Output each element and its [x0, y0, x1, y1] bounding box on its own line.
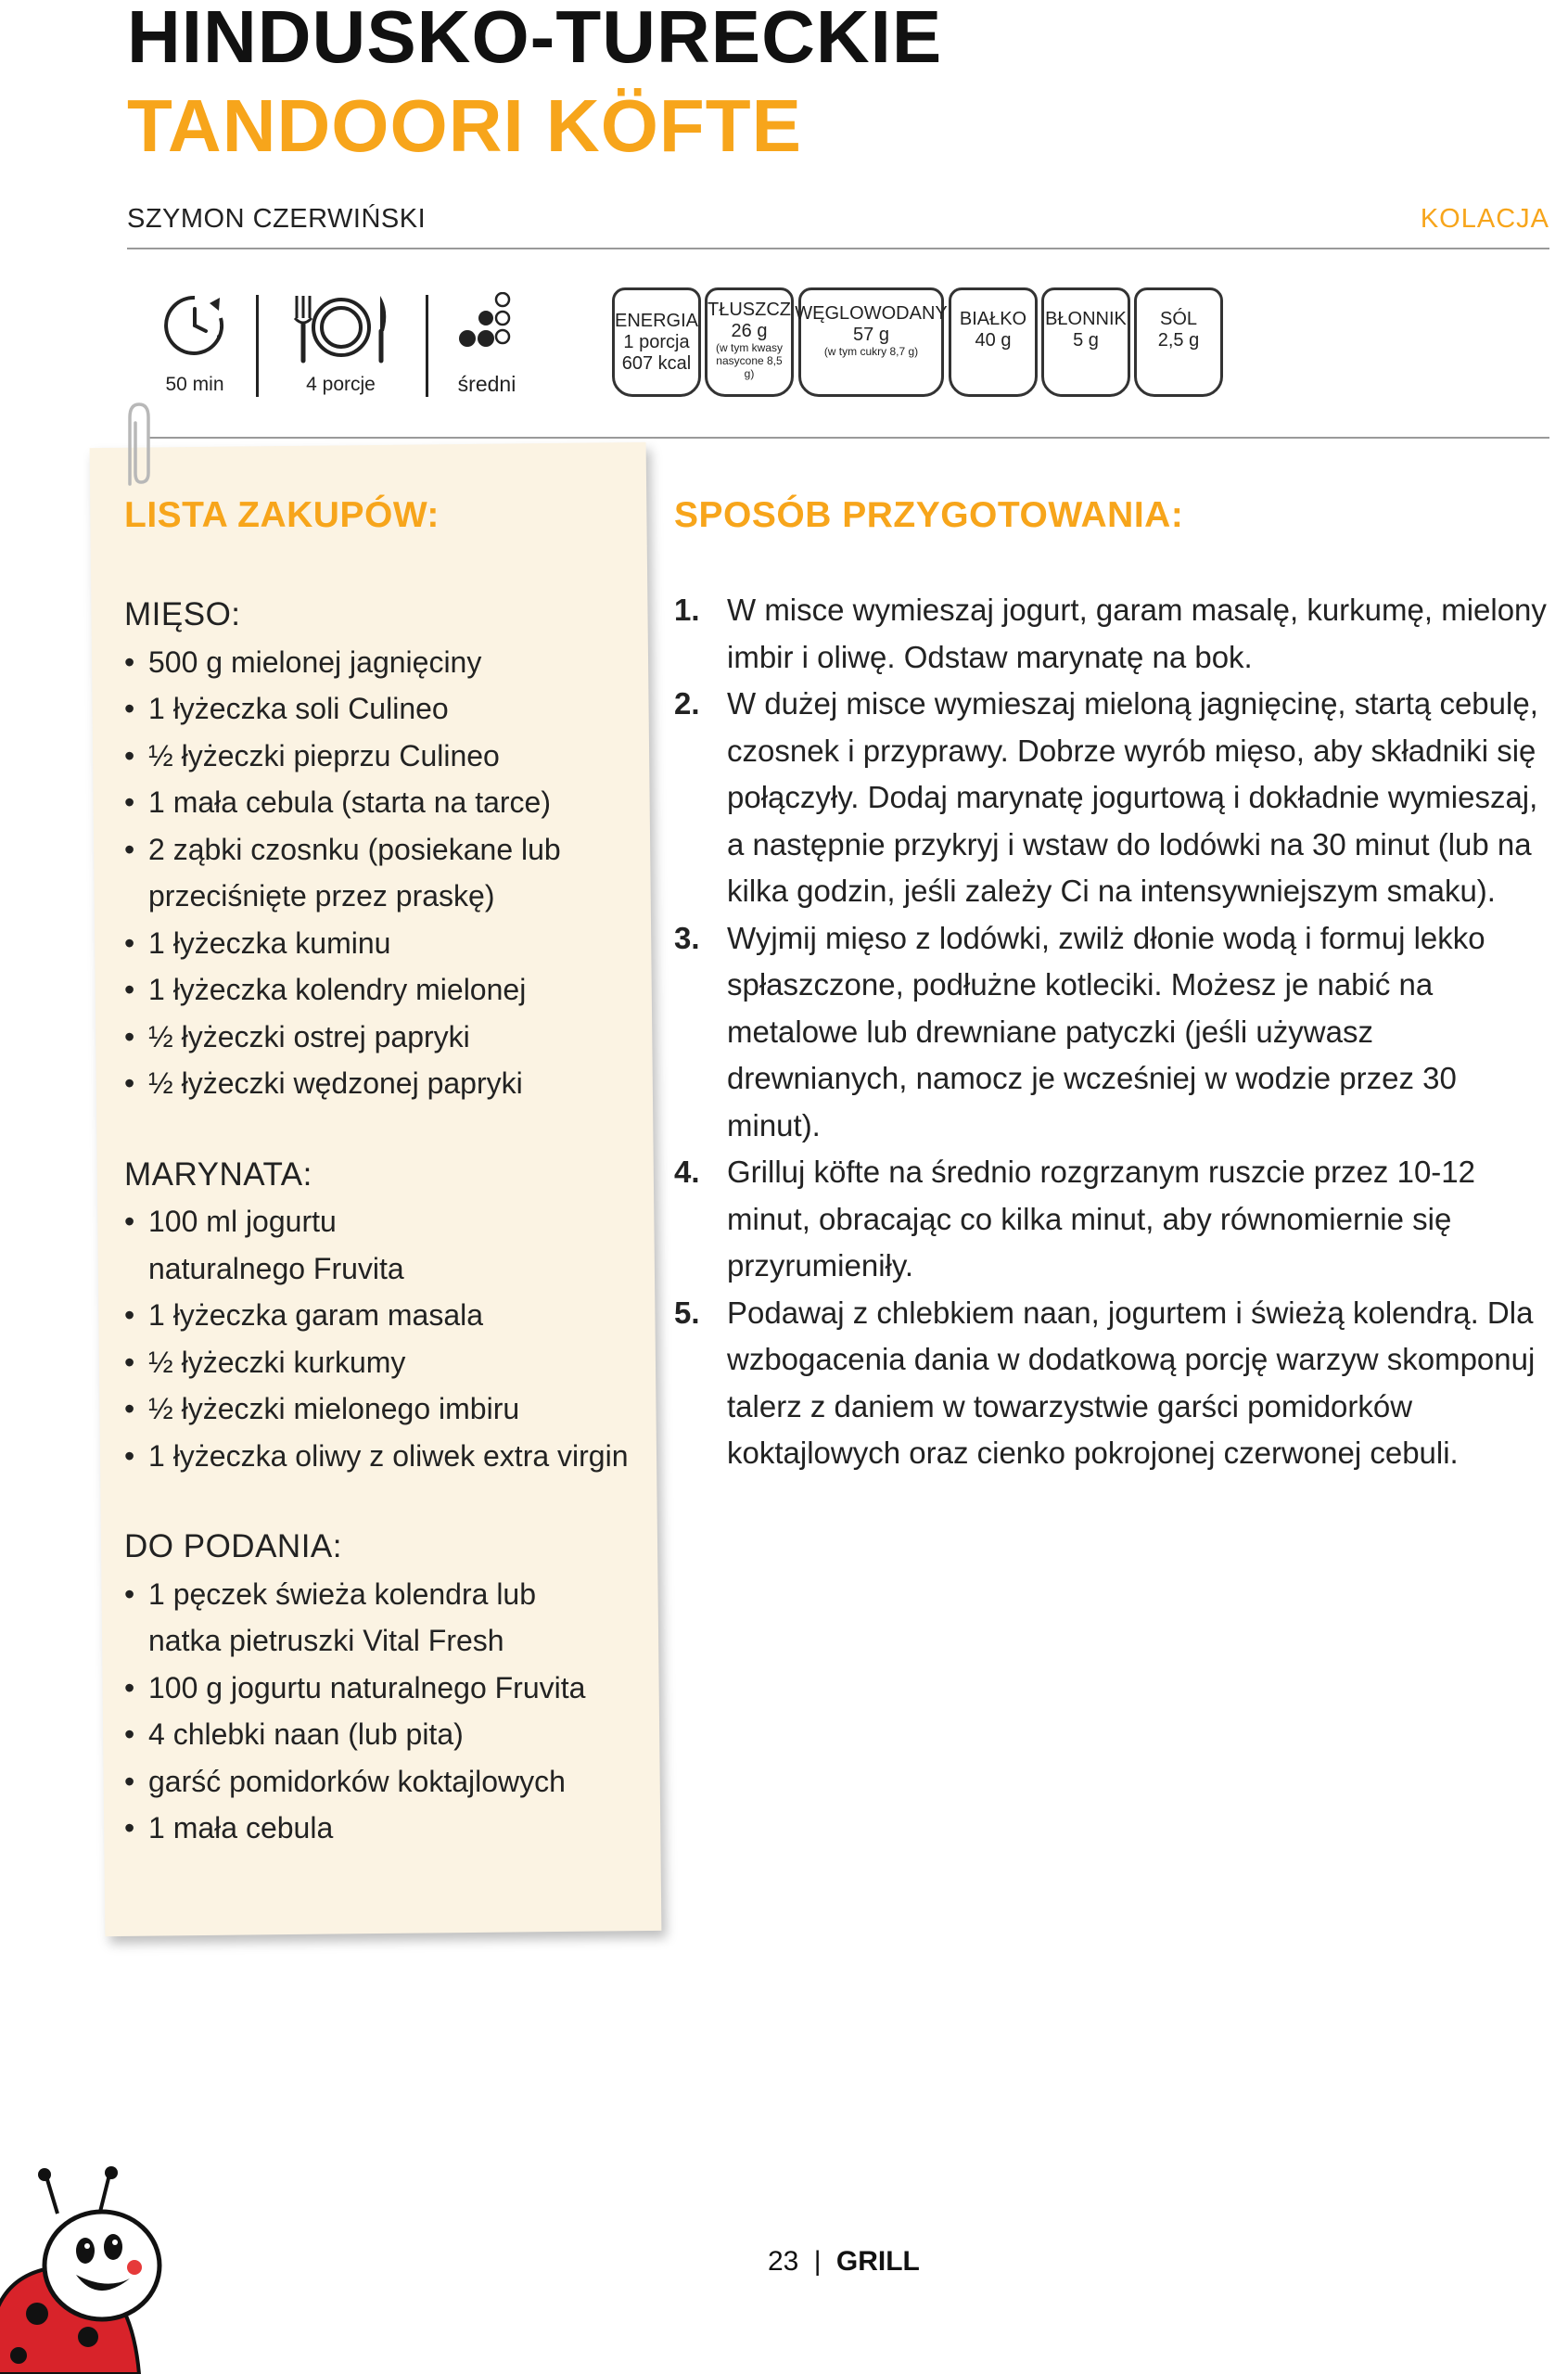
ingredient-item: • 1 mała cebula (starta na tarce): [124, 779, 644, 826]
step-text: W misce wymieszaj jogurt, garam masalę, kurkumę, mielony imbir i oliwę. Odstaw marynatę na bok.: [727, 593, 1547, 674]
nutrition-fiber: [1041, 287, 1130, 397]
nutrition-carbs: [795, 287, 948, 397]
step-number: 3.: [674, 920, 700, 955]
ingredient-list: [124, 1198, 644, 1479]
preparation-heading: SPOSÓB PRZYGOTOWANIA:: [674, 495, 1184, 535]
ingredient-group-title: MIĘSO:: [124, 596, 241, 632]
ingredient-item: • ½ łyżeczki ostrej papryki: [124, 1014, 644, 1061]
meta-portions: [287, 292, 394, 396]
nutrition-label: WĘGLOWODANY: [795, 303, 948, 324]
ingredient-item: • ½ łyżeczki kurkumy: [124, 1339, 644, 1386]
nutrition-label: TŁUSZCZ: [708, 300, 791, 320]
ingredient-item: • 1 pęczek świeża kolendra lub natka pietruszki Vital Fresh: [124, 1571, 644, 1665]
ingredient-item: • ½ łyżeczki mielonego imbiru: [124, 1385, 644, 1433]
step-text: Podawaj z chlebkiem naan, jogurtem i świeżą kolendrą. Dla wzbogacenia dania w dodatkową porcję warzyw skomponuj talerz z daniem w towarzystwie garści pomidorków koktajlowych oraz cienko pokrojonej czerwonej cebuli.: [727, 1295, 1536, 1470]
nutrition-value: 5 g: [1073, 330, 1099, 351]
title-line-1: HINDUSKO-TURECKIE: [127, 0, 943, 78]
nutrition-salt: [1134, 287, 1223, 397]
nutrition-value: 40 g: [975, 330, 1012, 351]
meta-separator: [426, 295, 428, 397]
nutrition-protein: [949, 287, 1038, 397]
ingredient-group-serving: [124, 1524, 644, 1852]
meta-separator: [256, 295, 259, 397]
step-text: W dużej misce wymieszaj mieloną jagnięcinę, startą cebulę, czosnek i przyprawy. Dobrze wyrób mięso, aby składniki się połączyły. Dodaj marynatę jogurtową i dokładnie wymieszaj, a następnie przykryj i wstaw do lodówki na 30 minut (lub na kilka godzin, jeśli zależy Ci na intensywniejszym smaku).: [727, 686, 1538, 908]
ingredient-item: • 4 chlebki naan (lub pita): [124, 1711, 644, 1758]
ingredient-item: • garść pomidorków koktajlowych: [124, 1758, 644, 1806]
ingredient-item: • 1 łyżeczka kolendry mielonej: [124, 966, 644, 1014]
ingredient-item: • 100 ml jogurtu naturalnego Fruvita: [124, 1198, 644, 1292]
paperclip-icon: [119, 401, 156, 493]
title-line-2: TANDOORI KÖFTE: [127, 84, 803, 167]
preparation-steps: [674, 587, 1550, 1477]
nutrition-fat: [705, 287, 794, 397]
footer-section: GRILL: [835, 2246, 920, 2277]
ingredient-group-marinade: [124, 1152, 644, 1480]
step-text: Grilluj köfte na średnio rozgrzanym ruszcie przez 10-12 minut, obracając co kilka minut, aby równomiernie się przyrumieniły.: [727, 1155, 1476, 1283]
step-item: [674, 681, 1550, 915]
step-text: Wyjmij mięso z lodówki, zwilż dłonie wodą i formuj lekko spłaszczone, podłużne kotleciki. Możesz je nabić na metalowe lub drewniane patyczki (jeśli używasz drewnianych, namocz je wcześniej w wodzie przez 30 minut).: [727, 920, 1485, 1142]
ingredient-item: • 500 g mielonej jagnięciny: [124, 639, 644, 686]
ingredient-group-title: DO PODANIA:: [124, 1528, 342, 1564]
ingredient-item: • 1 łyżeczka kuminu: [124, 920, 644, 967]
page-footer: [768, 2246, 920, 2278]
ingredient-item: • 2 ząbki czosnku (posiekane lub przeciśnięte przez praskę): [124, 826, 644, 920]
ingredient-item: • 100 g jogurtu naturalnego Fruvita: [124, 1665, 644, 1712]
nutrition-value: 607 kcal: [621, 352, 692, 374]
shopping-list-heading: LISTA ZAKUPÓW:: [124, 495, 440, 535]
portions-value: 4 porcje: [306, 374, 376, 395]
step-item: [674, 915, 1550, 1150]
step-item: [674, 587, 1550, 681]
ingredient-item: • ½ łyżeczki wędzonej papryki: [124, 1060, 644, 1107]
ladybug-mascot: [0, 2165, 185, 2374]
ingredient-item: • 1 mała cebula: [124, 1805, 644, 1852]
ingredient-group-title: MARYNATA:: [124, 1155, 312, 1193]
ingredient-list: [124, 639, 644, 1107]
step-number: 2.: [674, 686, 700, 721]
nutrition-value: 1 porcja: [623, 331, 690, 352]
plate-cutlery-icon: [287, 292, 394, 366]
step-number: 5.: [674, 1295, 700, 1330]
ingredient-item: • 1 łyżeczka soli Culineo: [124, 685, 644, 733]
nutrition-value: 57 g: [853, 325, 889, 345]
meta-difficulty: [450, 292, 524, 397]
ingredients: [124, 592, 644, 1852]
step-item: [674, 1149, 1550, 1290]
author: SZYMON CZERWIŃSKI: [127, 204, 427, 234]
page-number: 23: [768, 2246, 799, 2277]
meta-time: [158, 292, 232, 396]
clock-icon: [161, 292, 228, 359]
nutrition-label: BŁONNIK: [1045, 309, 1127, 329]
nutrition-energy: [612, 287, 701, 397]
step-number: 4.: [674, 1155, 700, 1189]
ingredient-item: • ½ łyżeczki pieprzu Culineo: [124, 733, 644, 780]
step-number: 1.: [674, 593, 700, 627]
ingredient-item: • 1 łyżeczka oliwy z oliwek extra virgin: [124, 1433, 644, 1480]
footer-separator: |: [813, 2246, 822, 2277]
step-item: [674, 1290, 1550, 1477]
nutrition-label: ENERGIA: [614, 310, 699, 331]
difficulty-dots-icon: [454, 292, 519, 359]
difficulty-value: średni: [457, 372, 516, 396]
ingredient-group-meat: [124, 592, 644, 1107]
ingredient-list: [124, 1571, 644, 1852]
nutrition-value: 26 g: [731, 321, 768, 341]
nutrition-value: 2,5 g: [1157, 330, 1200, 351]
nutrition-sub: (w tym cukry 8,7 g): [823, 345, 919, 358]
divider-top: [127, 248, 1549, 249]
ingredient-item: • 1 łyżeczka garam masala: [124, 1292, 644, 1339]
nutrition-sub: (w tym kwasy nasycone 8,5 g): [716, 341, 783, 380]
category-label: KOLACJA: [1420, 204, 1549, 234]
nutrition-label: SÓL: [1159, 309, 1198, 329]
time-value: 50 min: [165, 374, 224, 395]
divider-mid: [148, 437, 1549, 439]
nutrition-label: BIAŁKO: [959, 309, 1027, 329]
